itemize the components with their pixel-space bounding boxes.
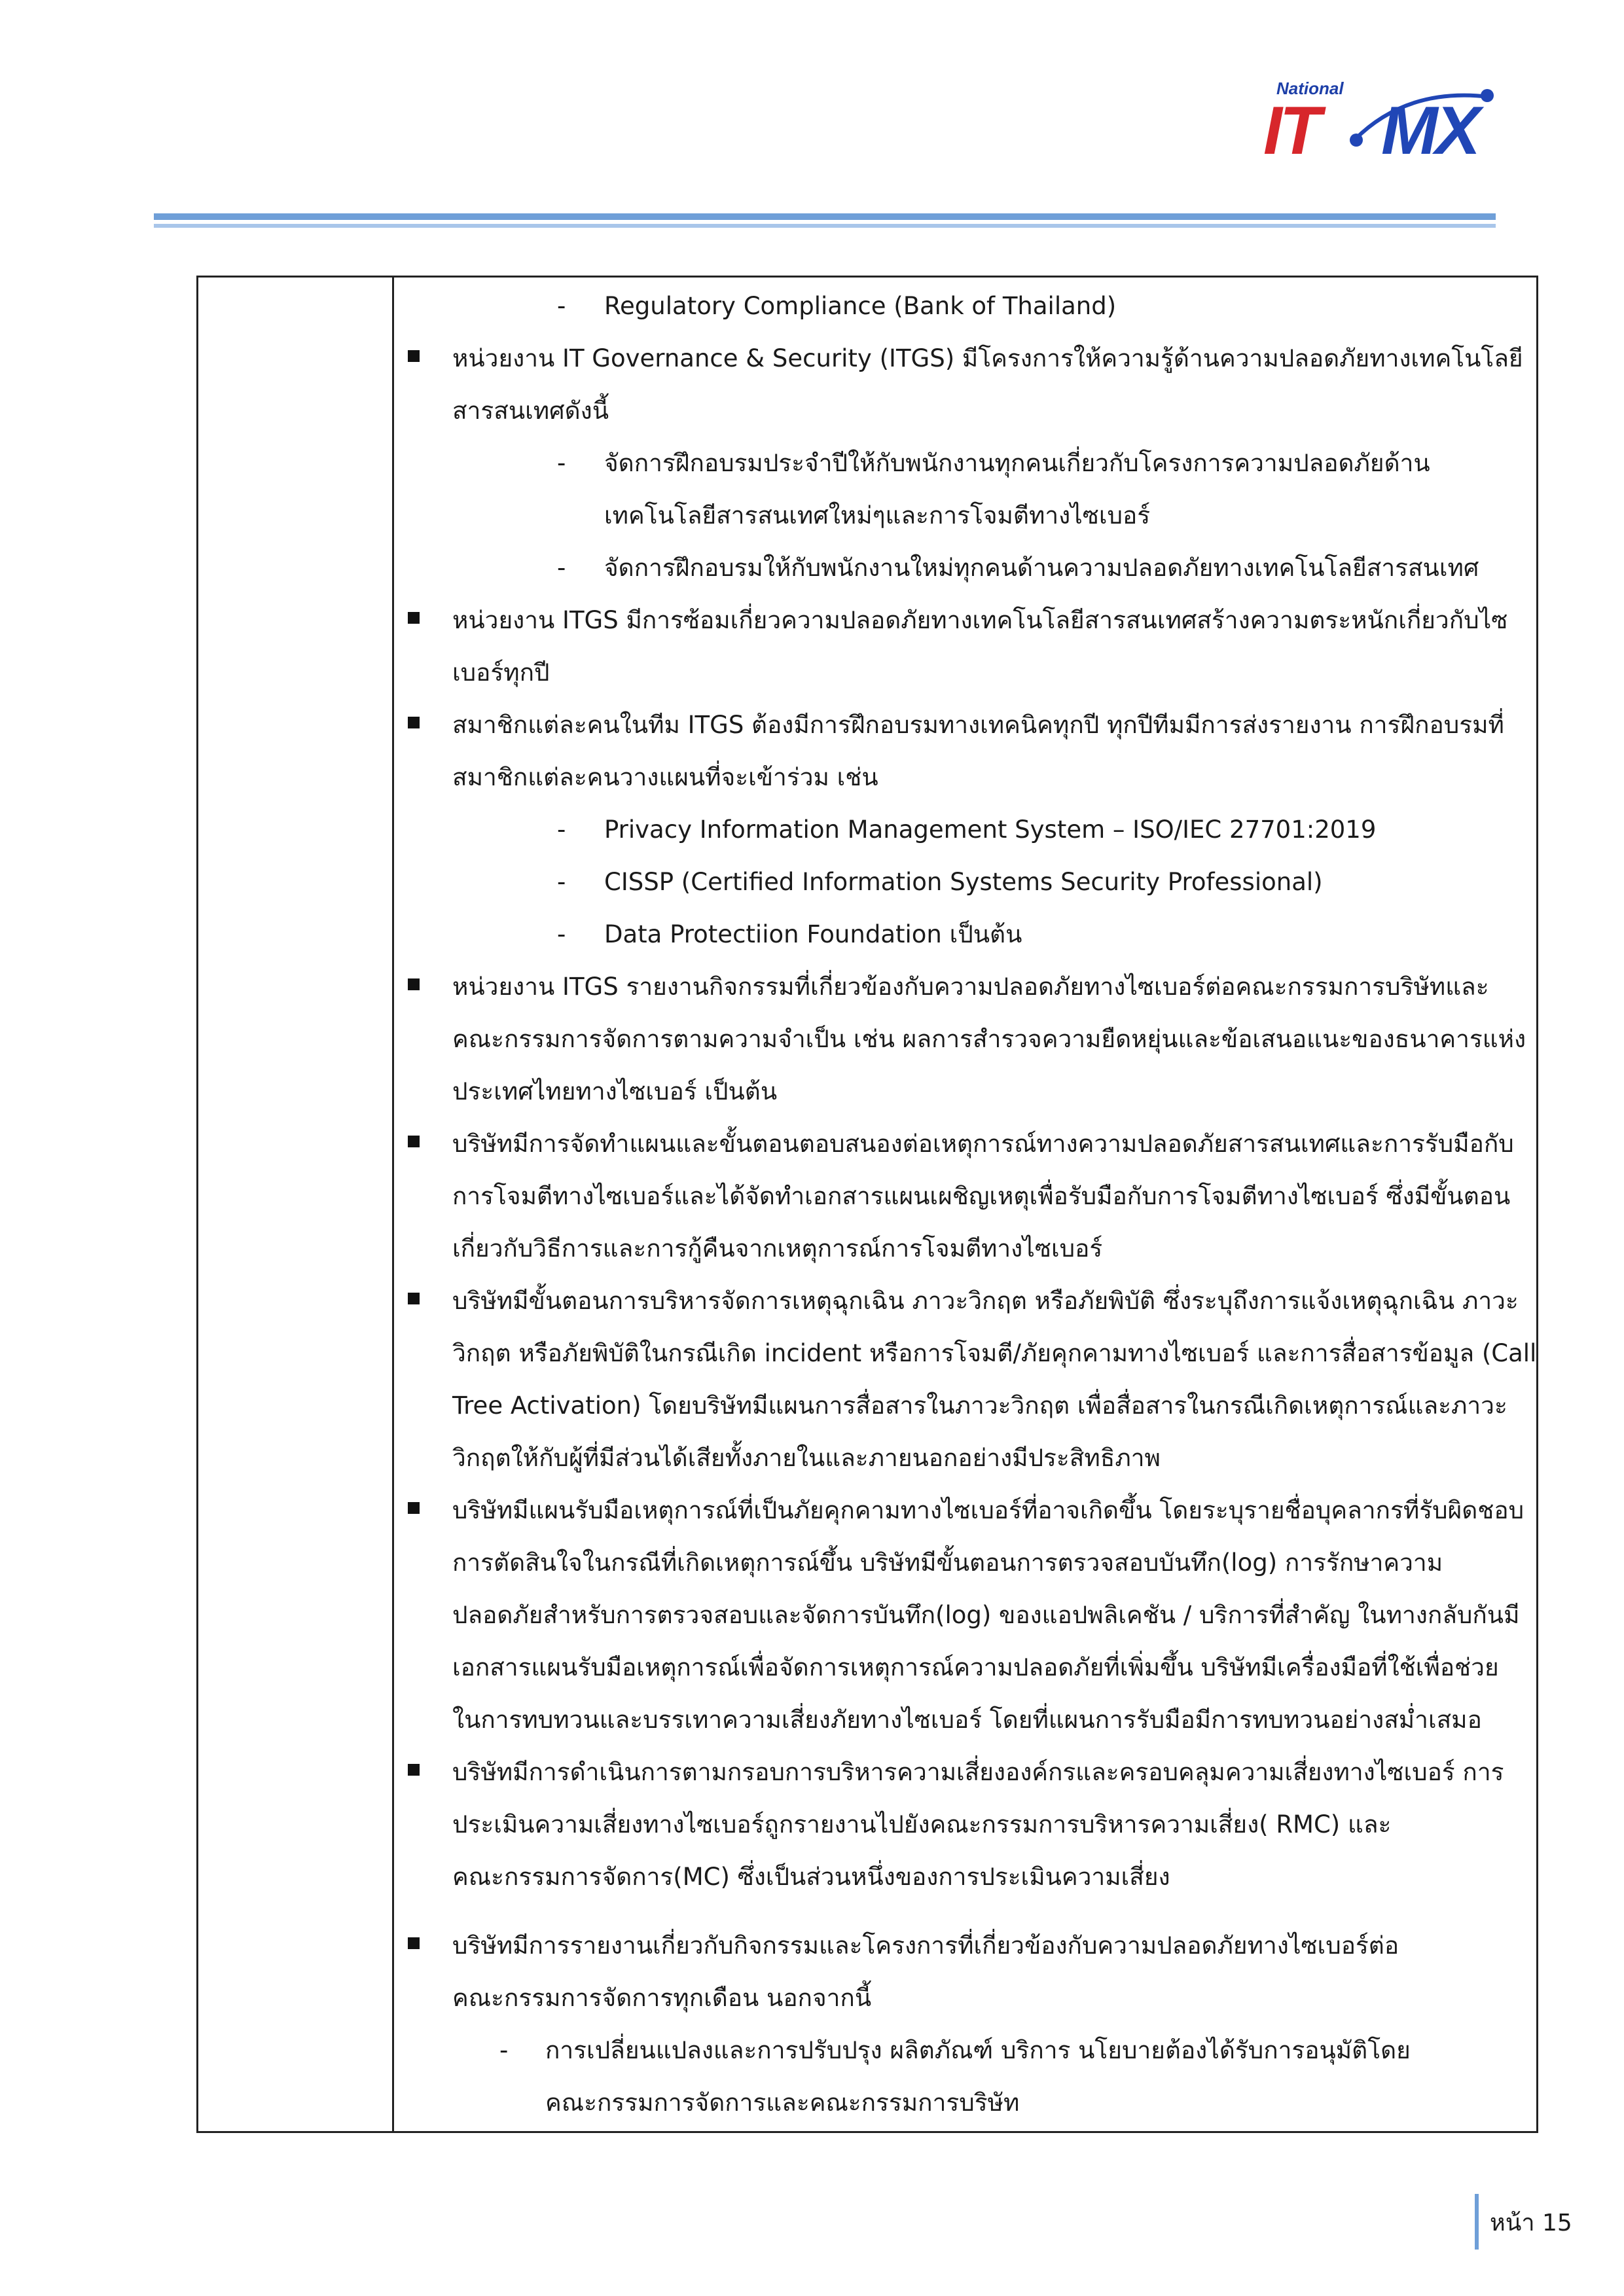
list-item-continuation: วิกฤต หรือภัยพิบัติในกรณีเกิด incident หรือการโจมตี/ภัยคุกคามทางไซเบอร์ และการสื่อสารข้อมูล (Call <box>452 1339 1537 1367</box>
list-item-continuation: เบอร์ทุกปี <box>452 658 550 687</box>
list-item-continuation: เทคโนโลยีสารสนเทศใหม่ๆและการโจมตีทางไซเบอร์ <box>604 501 1151 529</box>
dash-marker: - <box>499 2036 509 2064</box>
dash-marker: - <box>557 816 566 844</box>
list-item-continuation: คณะกรรมการจัดการตามความจำเป็น เช่น ผลการสำรวจความยืดหยุ่นและข้อเสนอแนะของธนาคารแห่ง <box>452 1025 1526 1053</box>
list-item-continuation: เกี่ยวกับวิธีการและการกู้คืนจากเหตุการณ์การโจมตีทางไซเบอร์ <box>452 1234 1103 1263</box>
list-item: สมาชิกแต่ละคนในทีม ITGS ต้องมีการฝึกอบรมทางเทคนิคทุกปี ทุกปีทีมมีการส่งรายงาน การฝึกอบรมที่ <box>452 711 1504 739</box>
list-item-continuation: คณะกรรมการจัดการทุกเดือน นอกจากนี้ <box>452 1984 872 2012</box>
itmx-logo <box>1250 71 1519 175</box>
list-item-continuation: สารสนเทศดังนี้ <box>452 397 609 425</box>
list-item-continuation: การตัดสินใจในกรณีที่เกิดเหตุการณ์ขึ้น บริษัทมีขั้นตอนการตรวจสอบบันทึก(log) การรักษาความ <box>452 1549 1443 1577</box>
list-item: บริษัทมีแผนรับมือเหตุการณ์ที่เป็นภัยคุกคามทางไซเบอร์ที่อาจเกิดขึ้น โดยระบุรายชื่อบุคลากรที่รับผิดชอบ <box>452 1496 1525 1524</box>
bullet-icon <box>408 1293 420 1304</box>
list-item-continuation: ประเมินความเสี่ยงทางไซเบอร์ถูกรายงานไปยังคณะกรรมการบริหารความเสี่ยง( RMC) และ <box>452 1810 1392 1839</box>
list-item-continuation: สมาชิกแต่ละคนวางแผนที่จะเข้าร่วม เช่น <box>452 763 878 791</box>
list-item: จัดการฝึกอบรมประจำปีให้กับพนักงานทุกคนเกี่ยวกับโครงการความปลอดภัยด้าน <box>604 449 1430 477</box>
bullet-icon <box>408 717 420 728</box>
list-item: บริษัทมีขั้นตอนการบริหารจัดการเหตุฉุกเฉิน ภาวะวิกฤต หรือภัยพิบัติ ซึ่งระบุถึงการแจ้งเหตุฉุกเฉิน ภาวะ <box>452 1287 1519 1315</box>
bullet-icon <box>408 350 420 362</box>
dash-marker: - <box>557 868 566 896</box>
list-item-continuation: เอกสารแผนรับมือเหตุการณ์เพื่อจัดการเหตุการณ์ความปลอดภัยที่เพิ่มขึ้น บริษัทมีเครื่องมือที่ใช้เพื่อช่วย <box>452 1653 1499 1681</box>
list-item: หน่วยงาน IT Governance & Security (ITGS) มีโครงการให้ความรู้ด้านความปลอดภัยทางเทคโนโลยี <box>452 344 1523 372</box>
dash-marker: - <box>557 292 566 320</box>
list-item-continuation: คณะกรรมการจัดการและคณะกรรมการบริษัท <box>545 2089 1020 2117</box>
footer-accent-bar <box>1475 2194 1479 2250</box>
list-item: บริษัทมีการรายงานเกี่ยวกับกิจกรรมและโครงการที่เกี่ยวข้องกับความปลอดภัยทางไซเบอร์ต่อ <box>452 1931 1399 1960</box>
list-item: Privacy Information Management System – ISO/IEC 27701:2019 <box>604 816 1377 844</box>
content-table <box>196 276 1538 2133</box>
dash-marker: - <box>557 449 566 477</box>
list-item: Regulatory Compliance (Bank of Thailand) <box>604 292 1117 320</box>
list-item: บริษัทมีการดำเนินการตามกรอบการบริหารความเสี่ยงองค์กรและครอบคลุมความเสี่ยงทางไซเบอร์ การ <box>452 1758 1504 1786</box>
list-item-continuation: Tree Activation) โดยบริษัทมีแผนการสื่อสารในภาวะวิกฤต เพื่อสื่อสารในกรณีเกิดเหตุการณ์และภาวะ <box>452 1391 1507 1420</box>
list-item: บริษัทมีการจัดทำแผนและขั้นตอนตอบสนองต่อเหตุการณ์ทางความปลอดภัยสารสนเทศและการรับมือกับ <box>452 1130 1514 1158</box>
table-column-divider <box>392 278 394 2131</box>
dash-marker: - <box>557 554 566 582</box>
list-item: Data Protectiion Foundation เป็นต้น <box>604 920 1022 948</box>
list-item: CISSP (Certified Information Systems Security Professional) <box>604 868 1323 896</box>
logo-national-text: National <box>1276 79 1344 98</box>
list-item-continuation: การโจมตีทางไซเบอร์และได้จัดทำเอกสารแผนเผชิญเหตุเพื่อรับมือกับการโจมตีทางไซเบอร์ ซึ่งมีขั้นตอน <box>452 1182 1511 1210</box>
header-rule-thin <box>154 224 1496 228</box>
list-item: จัดการฝึกอบรมให้กับพนักงานใหม่ทุกคนด้านความปลอดภัยทางเทคโนโลยีสารสนเทศ <box>604 554 1479 582</box>
list-item: หน่วยงาน ITGS รายงานกิจกรรมที่เกี่ยวข้องกับความปลอดภัยทางไซเบอร์ต่อคณะกรรมการบริษัทและ <box>452 973 1489 1001</box>
list-item: หน่วยงาน ITGS มีการซ้อมเกี่ยวความปลอดภัยทางเทคโนโลยีสารสนเทศสร้างความตระหนักเกี่ยวกับไซ <box>452 606 1508 634</box>
bullet-icon <box>408 978 420 990</box>
list-item-continuation: ปลอดภัยสำหรับการตรวจสอบและจัดการบันทึก(log) ของแอปพลิเคชัน / บริการที่สำคัญ ในทางกลับกันมี <box>452 1601 1520 1629</box>
list-item: การเปลี่ยนแปลงและการปรับปรุง ผลิตภัณฑ์ บริการ นโยบายต้องได้รับการอนุมัติโดย <box>545 2036 1411 2064</box>
list-item-continuation: วิกฤตให้กับผู้ที่มีส่วนได้เสียทั้งภายในและภายนอกอย่างมีประสิทธิภาพ <box>452 1444 1161 1472</box>
list-item-continuation: คณะกรรมการจัดการ(MC) ซึ่งเป็นส่วนหนึ่งของการประเมินความเสี่ยง <box>452 1863 1170 1891</box>
bullet-icon <box>408 1764 420 1776</box>
page-number: หน้า 15 <box>1490 2210 1572 2236</box>
logo-mx-text: MX <box>1381 93 1478 169</box>
list-item-continuation: ในการทบทวนและบรรเทาความเสี่ยงภัยทางไซเบอร์ โดยที่แผนการรับมือมีการทบทวนอย่างสม่ำเสมอ <box>452 1706 1482 1734</box>
bullet-icon <box>408 1136 420 1147</box>
header-rule <box>154 213 1496 220</box>
dash-marker: - <box>557 920 566 948</box>
bullet-icon <box>408 1502 420 1514</box>
logo-it-text: IT <box>1263 93 1319 169</box>
bullet-icon <box>408 1937 420 1949</box>
bullet-icon <box>408 612 420 624</box>
list-item-continuation: ประเทศไทยทางไซเบอร์ เป็นต้น <box>452 1077 778 1105</box>
